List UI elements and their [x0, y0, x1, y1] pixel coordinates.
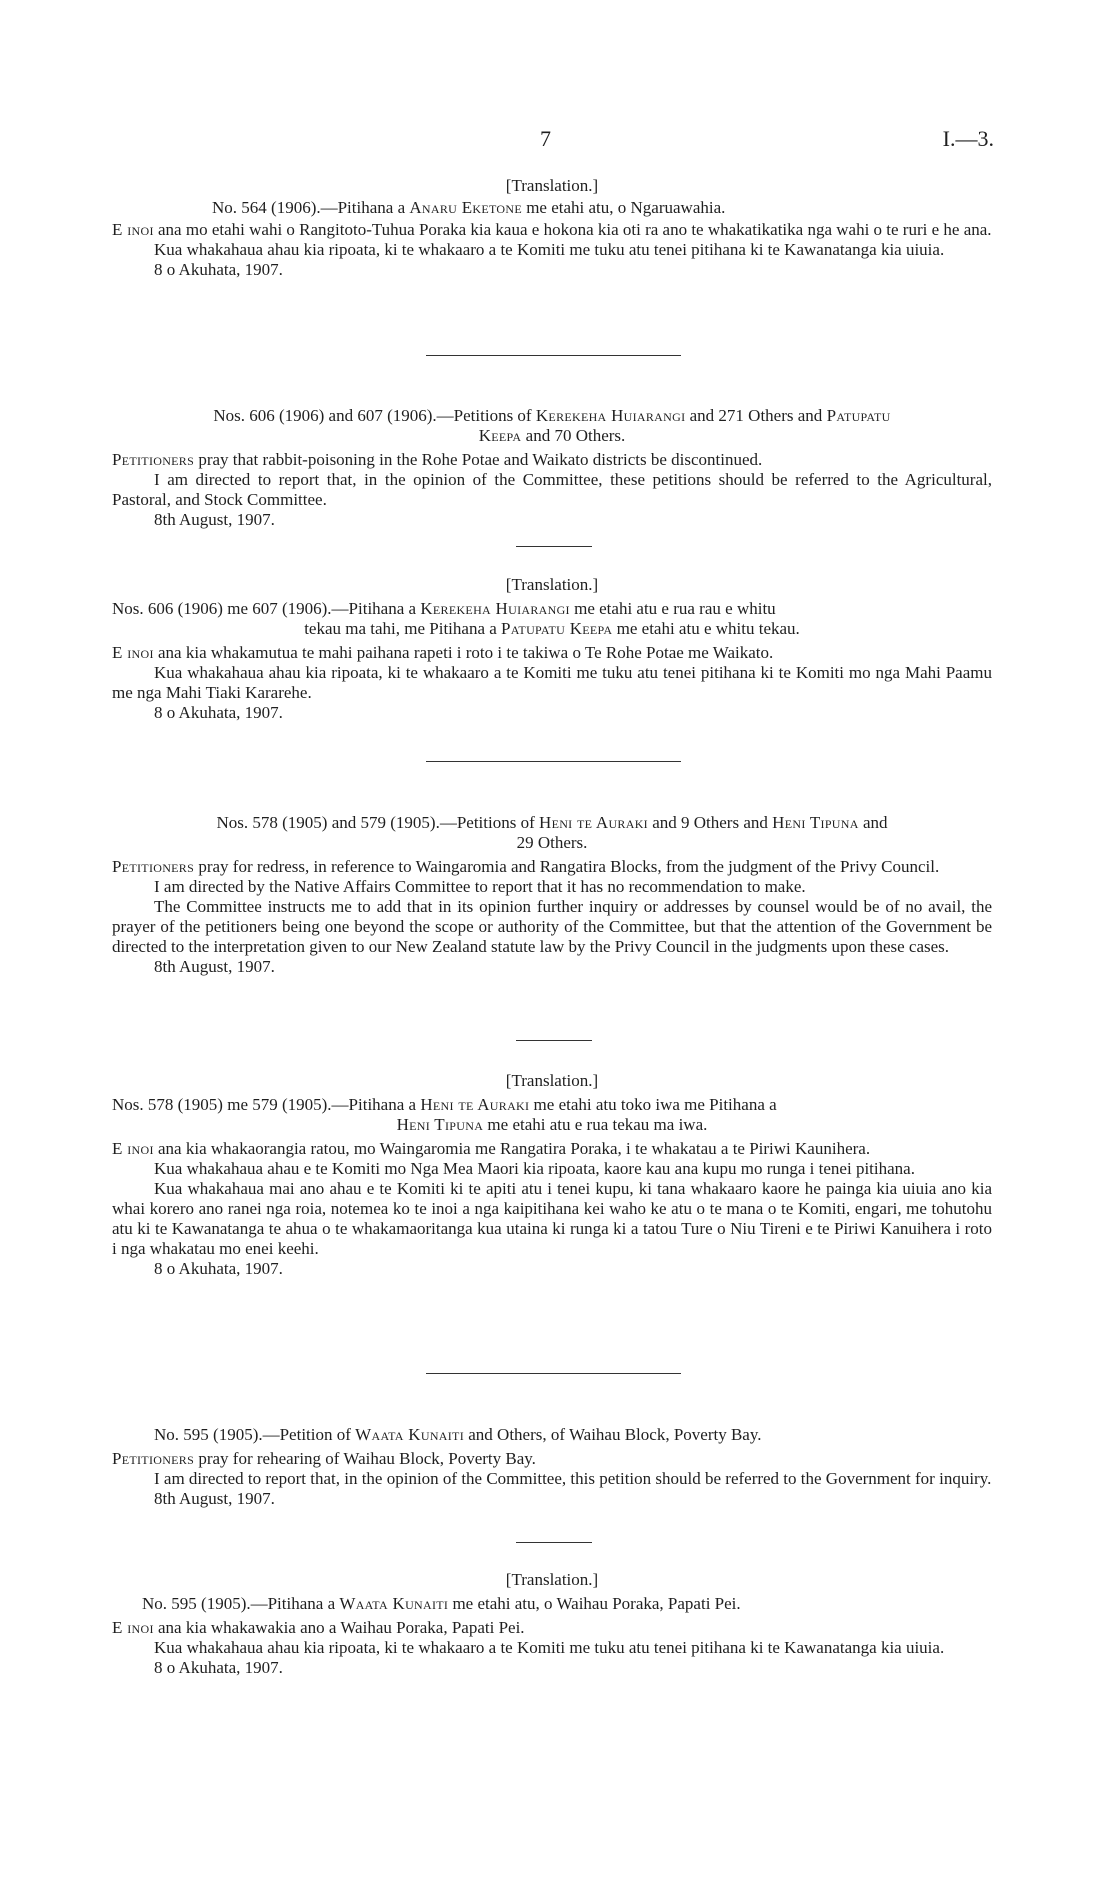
short-divider — [516, 1040, 592, 1041]
report-date: 8 o Akuhata, 1907. — [154, 1658, 283, 1677]
section-595 — [112, 1425, 992, 1509]
short-divider — [516, 546, 592, 547]
petition-title: Nos. 578 (1905) me 579 (1905).—Pitihana a Heni te Auraki me etahi atu toko iwa me Pitihana a Heni Tipuna me etahi atu e rua tekau ma iwa. — [112, 1095, 777, 1134]
petition-prayer: Petitioners pray that rabbit-poisoning in the Rohe Potae and Waikato districts be discontinued. — [112, 450, 763, 469]
committee-report: I am directed to report that, in the opinion of the Committee, this petition should be referred to the Government for inquiry. — [154, 1469, 992, 1488]
petition-title: No. 564 (1906).—Pitihana a Anaru Eketone me etahi atu, o Ngaruawahia. — [212, 198, 726, 217]
committee-report: Kua whakahaua ahau e te Komiti mo Nga Mea Maori kia ripoata, kaore kau ana kupu mo runga i tenei pitihana. — [154, 1159, 915, 1178]
petition-prayer: E inoi ana mo etahi wahi o Rangitoto-Tuhua Poraka kia kaua e hokona kia oti ra ano te whakatikatika nga wahi o te ruri e he ana. — [112, 220, 992, 239]
petition-prayer: Petitioners pray for redress, in reference to Waingaromia and Rangatira Blocks, from the judgment of the Privy Council. — [112, 857, 940, 876]
committee-report: Kua whakahaua ahau kia ripoata, ki te whakaaro a te Komiti me tuku atu tenei pitihana ki te Kawanatanga kia uiuia. — [154, 1638, 945, 1657]
section-606-607-translation — [112, 575, 992, 723]
petitioner-name: Anaru Eketone — [409, 198, 522, 217]
petition-prayer: E inoi ana kia whakamutua te mahi paihana rapeti i roto i te takiwa o Te Rohe Potae me Waikato. — [112, 643, 774, 662]
petition-title: No. 595 (1905).—Petition of Waata Kunaiti and Others, of Waihau Block, Poverty Bay. — [154, 1425, 762, 1444]
petition-title: No. 595 (1905).—Pitihana a Waata Kunaiti me etahi atu, o Waihau Poraka, Papati Pei. — [142, 1594, 741, 1613]
petitioner-name: Kerekeha Huiarangi — [420, 599, 570, 618]
petition-prayer: E inoi ana kia whakaorangia ratou, mo Waingaromia me Rangatira Poraka, i te whakatau a te Piriwi Kaunihera. — [112, 1139, 871, 1158]
report-date: 8th August, 1907. — [154, 957, 275, 976]
report-date: 8th August, 1907. — [154, 1489, 275, 1508]
committee-report: I am directed to report that, in the opinion of the Committee, these petitions should be referred to the Agricultural, Pastoral, and Stock Committee. — [112, 470, 992, 509]
section-564-translation — [112, 176, 992, 280]
section-606-607 — [112, 406, 992, 530]
petition-prayer: Petitioners pray for rehearing of Waihau Block, Poverty Bay. — [112, 1449, 536, 1468]
committee-instruction: Kua whakahaua mai ano ahau e te Komiti ki te apiti atu i tenei kupu, ki tana whakaaro kaore he painga kia uiuia ano kia whai korero ano ranei nga roia, notemea ko te inoi a nga kaipitihana kei waho ke atu o te mana o te Komiti, engari, me tohutohu atu ki te Kawanatanga te ahua o te whakamaoritanga kua utaina ki runga ki a tatou Ture o Niu Tireni e te Piriwi Kanuihera i roto i nga whakatau mo enei keehi. — [112, 1179, 992, 1258]
short-divider — [516, 1542, 592, 1543]
report-date: 8 o Akuhata, 1907. — [154, 703, 283, 722]
section-divider — [426, 761, 681, 762]
report-date: 8th August, 1907. — [154, 510, 275, 529]
translation-label: [Translation.] — [505, 1570, 599, 1589]
petitioner-name: Heni te Auraki — [420, 1095, 530, 1114]
section-divider — [426, 355, 681, 356]
committee-instruction: The Committee instructs me to add that in its opinion further inquiry or addresses by counsel would be of no avail, the prayer of the petitioners being one beyond the scope or authority of the Committee, but that the attention of the Government be directed to the interpretation given to our New Zealand statute law by the Privy Council in the judgments upon these cases. — [112, 897, 992, 956]
petitioner-name: Waata Kunaiti — [355, 1425, 464, 1444]
petition-title: Nos. 606 (1906) and 607 (1906).—Petitions of Kerekeha Huiarangi and 271 Others and Patupatu Keepa and 70 Others. — [213, 406, 891, 445]
petitioner-name: Kerekeha Huiarangi — [535, 406, 686, 425]
paper-reference: I.—3. — [942, 126, 994, 151]
section-595-translation — [112, 1570, 992, 1678]
committee-report: I am directed by the Native Affairs Committee to report that it has no recommendation to make. — [154, 877, 806, 896]
petition-title: Nos. 578 (1905) and 579 (1905).—Petitions of Heni te Auraki and 9 Others and Heni Tipuna and 29 Others. — [216, 813, 888, 852]
committee-report: Kua whakahaua ahau kia ripoata, ki te whakaaro a te Komiti me tuku atu tenei pitihana ki te Komiti mo nga Mahi Paamu me nga Mahi Tiaki Kararehe. — [112, 663, 992, 702]
petitioner-name: Waata Kunaiti — [339, 1594, 449, 1613]
report-date: 8 o Akuhata, 1907. — [154, 260, 283, 279]
petition-prayer: E inoi ana kia whakawakia ano a Waihau Poraka, Papati Pei. — [112, 1618, 525, 1637]
section-578-579 — [112, 813, 992, 977]
translation-label: [Translation.] — [505, 1071, 599, 1090]
petitioner-name: Heni te Auraki — [539, 813, 648, 832]
section-578-579-translation — [112, 1071, 992, 1279]
translation-label: [Translation.] — [505, 575, 599, 594]
petition-title: Nos. 606 (1906) me 607 (1906).—Pitihana a Kerekeha Huiarangi me etahi atu e rua rau e whitu tekau ma tahi, me Pitihana a Patupatu Keepa me etahi atu e whitu tekau. — [112, 599, 800, 638]
translation-label: [Translation.] — [505, 176, 599, 195]
page-number: 7 — [540, 126, 551, 151]
section-divider — [426, 1373, 681, 1374]
committee-report: Kua whakahaua ahau kia ripoata, ki te whakaaro a te Komiti me tuku atu tenei pitihana ki te Kawanatanga kia uiuia. — [154, 240, 945, 259]
report-date: 8 o Akuhata, 1907. — [154, 1259, 283, 1278]
